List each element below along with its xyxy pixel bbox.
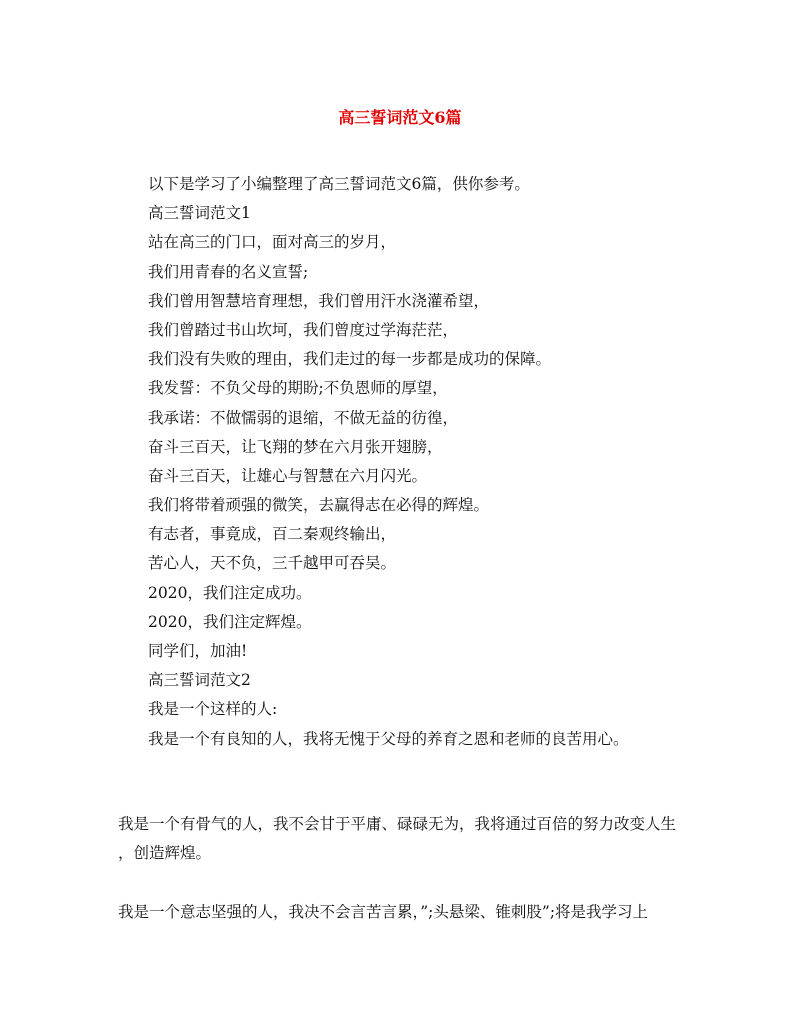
text-line: 我发誓：不负父母的期盼;不负恩师的厚望， <box>148 379 448 398</box>
text-line: 我是一个这样的人: <box>148 700 278 719</box>
text-line: 苦心人，天不负，三千越甲可吞吴。 <box>148 554 397 573</box>
paragraph-backbone <box>118 810 698 868</box>
text-line: 我承诺：不做懦弱的退缩，不做无益的彷徨， <box>148 408 459 427</box>
text-line: 有志者，事竟成，百二秦观终输出， <box>148 525 397 544</box>
text-line: 站在高三的门口，面对高三的岁月， <box>148 233 397 252</box>
text-line: 同学们，加油! <box>148 642 248 660</box>
text-line: 我们没有失败的理由，我们走过的每一步都是成功的保障。 <box>148 350 552 369</box>
body-lines <box>148 170 708 754</box>
section-heading-1: 高三誓词范文1 <box>148 204 251 223</box>
section-heading-2: 高三誓词范文2 <box>148 671 251 690</box>
text-line: 我是一个有良知的人，我将无愧于父母的养育之恩和老师的良苦用心。 <box>148 729 629 748</box>
text-line: 2020，我们注定成功。 <box>148 583 312 602</box>
paragraph-line: ，创造辉煌。 <box>118 844 212 862</box>
text-line: 我们曾踏过书山坎坷，我们曾度过学海茫茫， <box>148 320 459 339</box>
text-line: 我们用青春的名义宣誓; <box>148 262 309 281</box>
text-line: 2020，我们注定辉煌。 <box>148 612 312 631</box>
paragraph-willpower <box>118 898 698 927</box>
text-line: 我们将带着顽强的微笑，去赢得志在必得的辉煌。 <box>148 496 490 515</box>
text-line: 以下是学习了小编整理了高三誓词范文6篇，供你参考。 <box>148 175 530 193</box>
text-line: 奋斗三百天，让飞翔的梦在六月张开翅膀， <box>148 437 443 456</box>
document-title: 高三誓词范文6篇 <box>338 108 462 127</box>
paragraph-line: 我是一个意志坚强的人，我决不会言苦言累，”;头悬梁、锥刺股”;将是我学习上 <box>118 903 649 921</box>
text-line: 奋斗三百天，让雄心与智慧在六月闪光。 <box>148 466 428 485</box>
paragraph-line: 我是一个有骨气的人，我不会甘于平庸、碌碌无为，我将通过百倍的努力改变人生 <box>118 815 677 833</box>
text-line: 我们曾用智慧培育理想，我们曾用汗水浇灌希望， <box>148 291 490 310</box>
